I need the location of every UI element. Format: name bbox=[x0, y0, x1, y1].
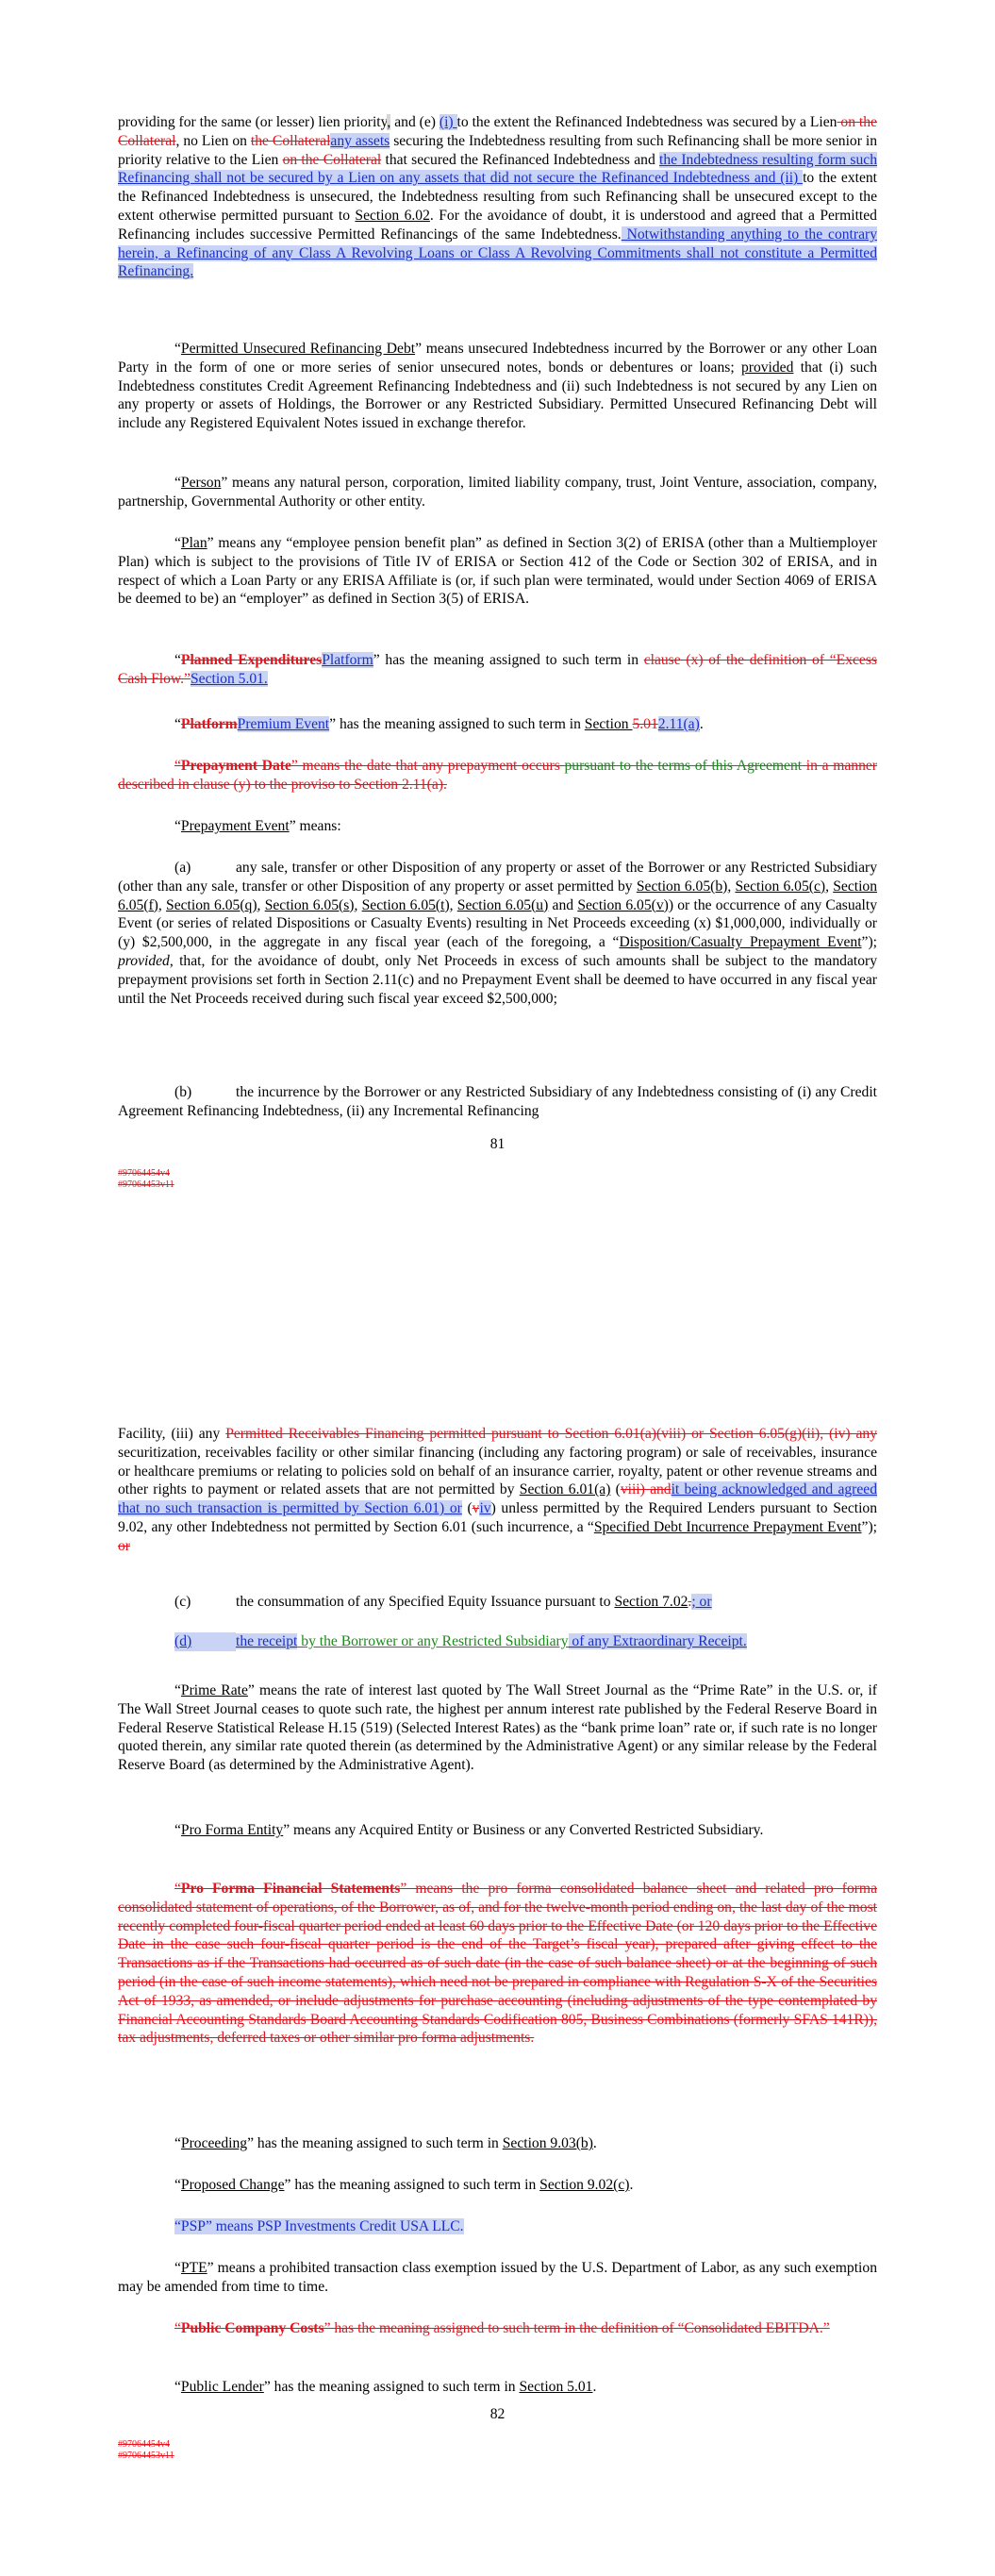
definition-public-company-costs-deleted: “Public Company Costs” has the meaning assigned to such term in the definition of “Consolidated EBITDA.” bbox=[174, 2320, 830, 2336]
footer-doc-id-old: #97064454v4 bbox=[118, 2439, 170, 2450]
definition-premium-event: “PlatformPremium Event” has the meaning assigned to such term in Section 5.012.11(a). bbox=[174, 716, 704, 732]
definition-pro-forma-entity: “Pro Forma Entity” means any Acquired Entity or Business or any Converted Restricted Subsidiary. bbox=[174, 1822, 764, 1838]
page-number: 81 bbox=[489, 1136, 506, 1152]
definition-public-lender: “Public Lender” has the meaning assigned to such term in Section 5.01. bbox=[174, 2379, 597, 2395]
page-81 bbox=[0, 0, 995, 1255]
definition-prepayment-date-deleted: “Prepayment Date” means the date that any prepayment occurs pursuant to the terms of this Agreement in a manner described in clause (y) to the proviso to Section 2.11(a). bbox=[118, 758, 878, 793]
footer-doc-id-new: #97064453v11 bbox=[118, 2451, 174, 2461]
definition-platform: “Planned ExpendituresPlatform” has the meaning assigned to such term in clause (x) of the definition of “Excess Cash Flow.”Section 5.01. bbox=[118, 652, 877, 687]
definition-person: “Person” means any natural person, corporation, limited liability company, trust, Joint Venture, association, company, partnership, Governmental Authority or other entity. bbox=[118, 475, 877, 510]
definition-proceeding: “Proceeding” has the meaning assigned to such term in Section 9.03(b). bbox=[174, 2135, 597, 2151]
definition-plan: “Plan” means any “employee pension benefit plan” as defined in Section 3(2) of ERISA (other than a Multiemployer Plan) which is subject to the provisions of Title IV of ERISA or Section 412 of the Code or Section 302 of ERISA, and in respect of which a Loan Party or any ERISA Affiliate is (or, if such plan were terminated, would under Section 4069 of ERISA be deemed to be) an “employer” as defined in Section 3(5) of ERISA. bbox=[118, 535, 877, 608]
prepayment-event-clause-d: (d) the receipt by the Borrower or any Restricted Subsidiary of any Extraordinary Receipt. bbox=[174, 1633, 747, 1649]
page-number: 82 bbox=[489, 2406, 506, 2422]
definition-permitted-unsecured-refinancing-debt: “Permitted Unsecured Refinancing Debt” means unsecured Indebtedness incurred by the Borrower or any other Loan Party in the form of one or more series of senior unsecured notes, bonds or debentures or loans; provided that (i) such Indebtedness constitutes Credit Agreement Refinancing Indebtedness and (ii) such Indebtedness is not secured by any Lien on any property or assets of Holdings, the Borrower or any Restricted Subsidiary. Permitted Unsecured Refinancing Debt will include any Registered Equivalent Notes issued in exchange therefor. bbox=[118, 341, 877, 432]
definition-prime-rate: “Prime Rate” means the rate of interest last quoted by The Wall Street Journal as the “Prime Rate” in the U.S. or, if The Wall Street Journal ceases to quote such rate, the highest per annum interest rate published by the Federal Reserve Board in Federal Reserve Statistical Release H.15 (519) (Selected Interest Rates) as the “bank prime loan” rate or, if such rate is no longer quoted therein, any similar rate quoted therein (as determined by the Administrative Agent) or any similar release by the Federal Reserve Board (as determined by the Administrative Agent). bbox=[118, 1682, 877, 1774]
footer-doc-id-new: #97064453v11 bbox=[118, 1179, 174, 1190]
prepayment-event-clause-b: (b) the incurrence by the Borrower or any Restricted Subsidiary of any Indebtedness consisting of (i) any Credit Agreement Refinancing Indebtedness, (ii) any Incremental Refinancing bbox=[118, 1084, 877, 1119]
definition-pro-forma-financial-statements-deleted: “Pro Forma Financial Statements” means the pro forma consolidated balance sheet and related pro forma consolidated statement of operations, of the Borrower, as of, and for the twelve-month period ending on, the last day of the most recently completed four-fiscal quarter period ended at least 60 days prior to the Effective Date (or 120 days prior to the Effective Date in the case such four-fiscal quarter period is the end of the Target’s fiscal year), prepared after giving effect to the Transactions as if the Transactions had occurred as of such date (in the case of such balance sheet) or at the beginning of such period (in the case of such income statements), which need not be prepared in compliance with Regulation S-X of the Securities Act of 1933, as amended, or include adjustments for purchase accounting (including adjustments of the type contemplated by Financial Accounting Standards Board Accounting Standards Codification 805, Business Combinations (formerly SFAS 141R)), tax adjustments, deferred taxes or other similar pro forma adjustments. bbox=[118, 1881, 877, 2047]
definition-proposed-change: “Proposed Change” has the meaning assigned to such term in Section 9.02(c). bbox=[174, 2177, 634, 2193]
definition-psp-inserted: “PSP” means PSP Investments Credit USA LLC. bbox=[174, 2218, 464, 2234]
footer-doc-id-old: #97064454v4 bbox=[118, 1168, 170, 1179]
prepayment-event-clause-a: (a) any sale, transfer or other Disposition of any property or asset of the Borrower or any Restricted Subsidiary (other than any sale, transfer or other Disposition of any property or asset permitted by Section 6.05(b), Section 6.05(c), Section 6.05(f), Section 6.05(q), Section 6.05(s), Section 6.05(t), Section 6.05(u) and Section 6.05(v)) or the occurrence of any Casualty Event (or series of related Dispositions or Casualty Events) resulting in Net Proceeds exceeding (x) $1,000,000, individually or (y) $2,500,000, in the aggregate in any fiscal year (each of the foregoing, a “Disposition/Casualty Prepayment Event”); provided, that, for the avoidance of doubt, only Net Proceeds in excess of such amounts shall be subject to the mandatory prepayment provisions set forth in Section 2.11(c) and no Prepayment Event shall be deemed to have occurred in any fiscal year until the Net Proceeds received during such fiscal year exceed $2,500,000; bbox=[118, 860, 877, 1007]
permitted-refinancing-continuation: providing for the same (or lesser) lien priority, and (e) (i) to the extent the Refinanced Indebtedness was secured by a Lien on the Collateral, no Lien on the Collateralany assets securing the Indebtedness resulting from such Refinancing shall be more senior in priority relative to the Lien on the Collateral that secured the Refinanced Indebtedness and the Indebtedness resulting form such Refinancing shall not be secured by a Lien on any assets that did not secure the Refinanced Indebtedness and (ii) to the extent the Refinanced Indebtedness is unsecured, the Indebtedness resulting from such Refinancing shall be unsecured except to the extent otherwise permitted pursuant to Section 6.02. For the avoidance of doubt, it is understood and agreed that a Permitted Refinancing includes successive Permitted Refinancings of the same Indebtedness. Notwithstanding anything to the contrary herein, a Refinancing of any Class A Revolving Loans or Class A Revolving Commitments shall not constitute a Permitted Refinancing. bbox=[118, 114, 878, 280]
prepayment-event-clause-c: (c) the consummation of any Specified Equity Issuance pursuant to Section 7.02.; or bbox=[174, 1594, 712, 1610]
definition-prepayment-event: “Prepayment Event” means: bbox=[174, 818, 341, 834]
definition-pte: “PTE” means a prohibited transaction class exemption issued by the U.S. Department of Labor, as any such exemption may be amended from time to time. bbox=[118, 2260, 877, 2295]
page-82 bbox=[0, 1321, 995, 2576]
prepayment-event-clause-b-continuation: Facility, (iii) any Permitted Receivables Financing permitted pursuant to Section 6.01(a)(viii) or Section 6.05(g)(ii), (iv) any securitization, receivables facility or other similar financing (including any factoring program) or sale of receivables, insurance or healthcare premiums or relating to policies sold on behalf of an insurance carrier, royalty, patent or other revenue streams and other rights to payment or related assets that are not permitted by Section 6.01(a) (viii) andit being acknowledged and agreed that no such transaction is permitted by Section 6.01) or (viv) unless permitted by the Required Lenders pursuant to Section 9.02, any other Indebtedness not permitted by Section 6.01 (such incurrence, a “Specified Debt Incurrence Prepayment Event”); or bbox=[118, 1426, 877, 1554]
